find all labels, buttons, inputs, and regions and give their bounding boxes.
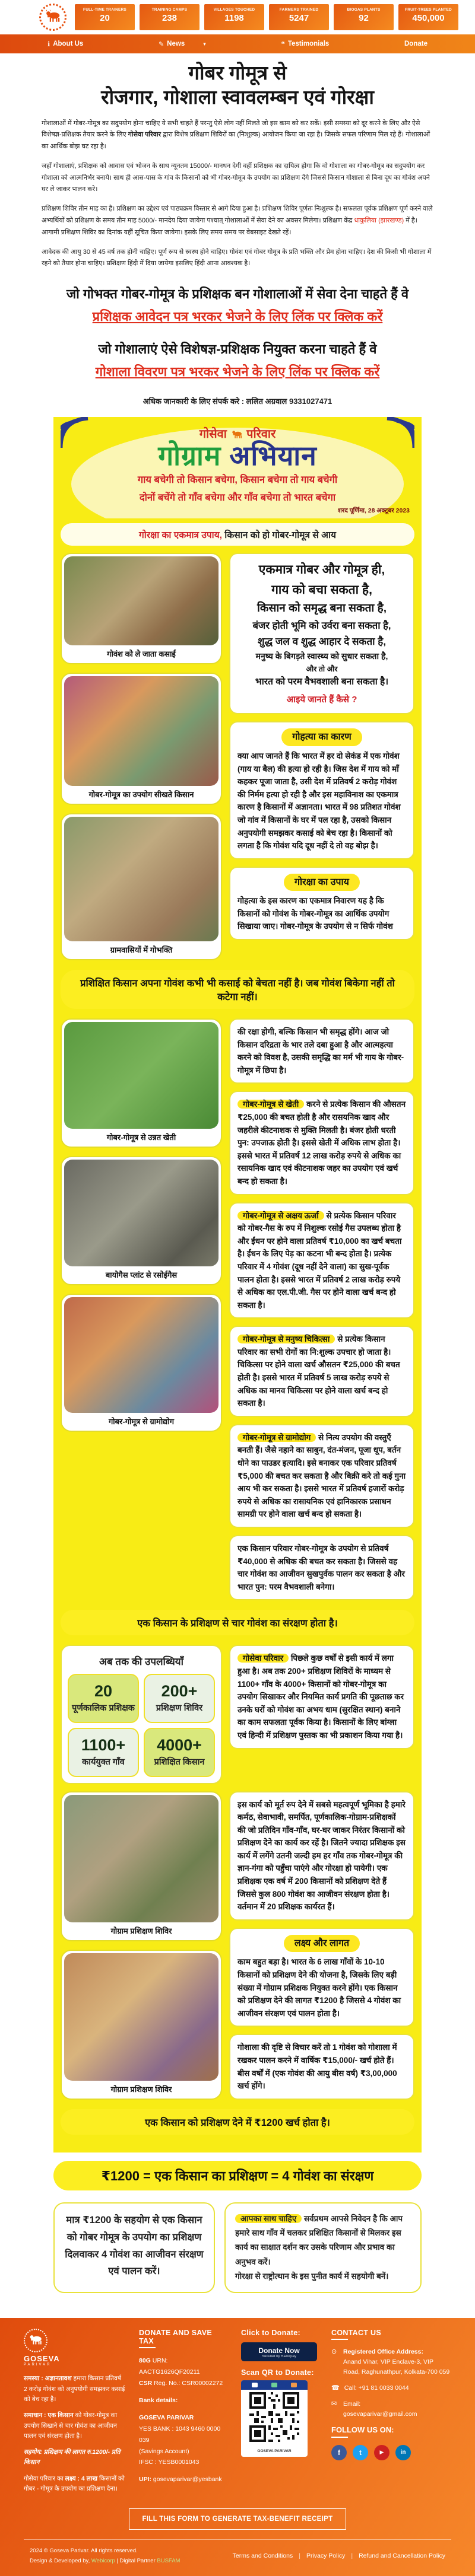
remedy-box: [229, 867, 414, 940]
stat-value: 20: [100, 13, 110, 24]
bold-text: UPI:: [139, 2476, 151, 2483]
heading-underline: [331, 2339, 348, 2340]
bank-details-label: [139, 2395, 228, 2406]
info-icon: ℹ: [48, 40, 50, 48]
achievement-camps: [144, 1674, 215, 1723]
remedy-continued-box: की रक्षा होगी, बल्कि किसान भी समृद्ध होंगे। आज जो किसान दरिद्रता के भार तले दबा हुआ है और आत्महत्या करने को विवश है, उसकी समृद्धि का मर्म भी गाय के गोबर-गोमूत्र में छिपा है।: [229, 1018, 414, 1084]
title-abhiyan: अभियान: [221, 440, 317, 471]
photo-gram-udyog: [64, 1297, 218, 1413]
achievement-value: 1100+: [81, 1736, 126, 1754]
stat-full-time-trainers: [75, 4, 135, 30]
bank-account-name: [139, 2412, 228, 2424]
energy-text: से प्रत्येक किसान परिवार को गोबर-गैस के रुप में निशुल्क रसोई गैस उपलब्ध होता है और ईंधन पर होने वाला प्रतिवर्ष ₹10,000 का खर्च बचता है। ईंधन के लिए पेड़ का कटना भी बन्द होता है। प्रत्येक परिवार में 4 गोवंश (दूध नहीं देने वाला) का सुख-पूर्वक पालन होता है। इससे भारत में प्रतिवर्ष 2 लाख करोड़ रुपये से अधिक का एल.पी.जी. गैस पर होने वाला खर्च बन्द हो सकता है।: [238, 1211, 402, 1310]
gogram-abhiyan-poster: [53, 417, 422, 2152]
credit-text: | Digital Partner: [115, 2558, 157, 2565]
facebook-icon[interactable]: f: [331, 2445, 347, 2460]
gaushala-cta-heading: जो गोशालाएं ऐसे विशेषज्ञ-प्रशिक्षक नियुक्त करना चाहते हैं वे: [98, 342, 377, 357]
email-row: [331, 2399, 451, 2419]
medicine-text: से प्रत्येक किसान परिवार का सभी रोगों का नि:शुल्क उपचार हो जाता है। चिकित्सा पर होने वाला खर्च औसतन ₹25,000 की बचत होती है। इससे भारत में प्रतिवर्ष 5 लाख करोड़ रुपये से अधिक का मानव चिकित्सा पर होने वाला खर्च बन्द हो सकता है।: [238, 1335, 400, 1408]
poster-slogan-band: [61, 523, 414, 546]
follow-us-heading: FOLLOW US ON:: [331, 2425, 394, 2434]
bold-text: GOSEVA PARIVAR: [139, 2413, 194, 2421]
goal-text: काम बहुत बड़ा है। भारत के 6 लाख गाँवों के 10-10 किसानों को प्रशिक्षण देने की योजना है, जिसके लिए बड़ी संख्या में गोग्राम प्रशिक्षक नियुक्त करने होंगे। एक किसान को प्रशिक्षण देने की लागत ₹1200 है जिससे 4 गोवंश का आजीवन संरक्षण एवं पालन होता है।: [238, 1957, 401, 2018]
goseva-logo[interactable]: [39, 4, 66, 31]
intro-section: [0, 53, 475, 406]
nav-news-label: News: [167, 40, 185, 47]
nav-donate[interactable]: [404, 40, 428, 47]
photo-card: [61, 813, 222, 960]
text: हमारा किसान प्रतिवर्ष 2 करोड़ गोवंश को अनुपयोगी समझकर कसाई को बेच रहा है।: [24, 2375, 125, 2403]
join-us-box: [224, 2202, 422, 2293]
achievement-value: 200+: [161, 1682, 198, 1701]
footer-mission-column: [24, 2329, 126, 2500]
photo-caption: बायोगैस प्लांट से रसोईगैस: [105, 1271, 178, 1279]
parivar-tag: गोसेवा परिवार: [238, 1654, 289, 1663]
intro-line: मनुष्य के बिगड़ते स्वास्थ्य को सुधार सकता है,: [255, 651, 388, 661]
industry-tag: गोबर-गोमूत्र से ग्रामोद्योग: [238, 1433, 316, 1442]
email-label: Email:: [343, 2400, 361, 2408]
intro-paragraph-1: [42, 118, 433, 153]
page-title-line2: रोजगार, गोशाला स्वावलम्बन एवं गोरक्षा: [101, 86, 374, 109]
address-label: Registered Office Address:: [343, 2348, 423, 2356]
text: gosevaparivar@yesbank: [151, 2476, 222, 2483]
pay-icon: [291, 2383, 297, 2387]
poster-header: [61, 417, 414, 518]
paragraph-bold: गोसेवा परिवार: [128, 131, 162, 139]
photo-farming: [64, 1022, 218, 1129]
nav-about-us[interactable]: [48, 40, 83, 48]
cause-heading: गोहत्या का कारण: [281, 728, 362, 746]
email-icon: ✉: [331, 2400, 337, 2408]
stat-value: 92: [359, 13, 369, 24]
footer-brand-sub: PARIVAR: [24, 2363, 52, 2367]
stat-value: 1198: [224, 13, 244, 24]
phone-row: [331, 2383, 451, 2394]
bold-text: 80G: [139, 2357, 151, 2365]
industry-box: [229, 1424, 414, 1528]
achievement-trainers: [68, 1674, 139, 1723]
footer-donate-cta-column: [241, 2329, 318, 2500]
achievement-label: पूर्णकालिक प्रशिक्षक: [72, 1703, 135, 1714]
qr-code: [247, 2437, 302, 2447]
gaushala-cost-box: गोशाला की दृष्टि से विचार करें तो 1 गोवंश को गोशाला में रखकर पालन करने में वार्षिक ₹15,000/- खर्च होते हैं। बीस वर्षों में (एक गोवंश की आयु बीस वर्ष) ₹3,00,000 खर्च होंगे।: [229, 2034, 414, 2099]
poster-intro-box: [229, 553, 414, 714]
trainers-box: इस कार्य को मूर्त रुप देने में सबसे महत्वपूर्ण भूमिका है हमारे कर्मठ, सेवाभावी, समर्पित, पूर्णकालिक-गोग्राम-प्रशिक्षकों की जो प्रतिदिन गाँव-गाँव, घर-घर जाकर निरंतर किसानों को प्रशिक्षण देने का कार्य कर रहें है। जितने ज्यादा प्रशिक्षक इस कार्य में लगेंगे उतनी जल्दी हम हर गाँव तक गोबर-गोमूत्र की ज्ञान-गंगा को पहुँचा पाएंगे और गोरक्षा हो पायेगी। एक प्रशिक्षक एक वर्ष में 200 किसानों को प्रशिक्षण देते हैं जिससे कुल 800 गोवंश का आजीवन संरक्षण होता है। वर्तमान में 20 प्रशिक्षक कार्यरत हैं।: [229, 1791, 414, 1921]
cause-box: [229, 721, 414, 859]
photo-cattle-truck: [64, 556, 218, 645]
text: Reg. No.: CSR00002272: [152, 2380, 223, 2387]
achievement-value: 20: [94, 1682, 113, 1701]
achievements-heading: अब तक की उपलब्धियाँ: [99, 1656, 184, 1668]
photo-card: [61, 1156, 222, 1285]
poster-title: [61, 441, 414, 470]
heading-underline: [139, 2347, 156, 2348]
scan-qr-label: Scan QR to Donate:: [241, 2368, 314, 2377]
trainer-application-link[interactable]: प्रशिक्षक आवेदन पत्र भरकर भेजने के लिए लिंक पर क्लिक करें: [92, 309, 383, 324]
photo-biogas-plant: [64, 1160, 218, 1266]
paragraph-text: गोशालाओं में गोबर-गोमूत्र का सदुपयोग होना चाहिए ये सभी चाहते हैं परन्तु ऐसे लोग नहीं मिलते जो इस काम को कर सकें। इसी समस्या को दूर करने के लिए और ऐसे विशेषज्ञ-प्रशिक्षक तैयार करने के लिए: [42, 119, 420, 139]
stat-value: 5247: [289, 13, 309, 24]
location-icon: ⊙: [331, 2348, 337, 2356]
poster-row-4: [61, 1791, 414, 2100]
qr-code-card: [241, 2380, 308, 2457]
parivar-box: [229, 1645, 414, 1749]
photo-card: [61, 553, 222, 664]
nav-news[interactable]: [159, 40, 206, 48]
nav-about-label: About Us: [53, 40, 84, 47]
linkedin-icon[interactable]: in: [395, 2445, 411, 2460]
bold-text: समाधान : एक किसान: [24, 2412, 74, 2419]
stat-value: 238: [162, 13, 178, 24]
upi-apps-strip: [241, 2380, 308, 2390]
copyright-text: 2024 © Goseva Parivar. All rights reserved.: [30, 2548, 138, 2555]
photo-caption: गोबर-गोमूत्र से ग्रामोद्योग: [108, 1417, 175, 1426]
poster-brand: [61, 425, 414, 441]
energy-tag: गोबर-गोमूत्र से अक्षय ऊर्जा: [238, 1211, 324, 1220]
intro-line: एकमात्र गोबर और गोमूत्र ही,: [258, 563, 385, 577]
cow-icon: [44, 9, 62, 26]
medicine-box: [229, 1326, 414, 1417]
news-icon: ✎: [158, 40, 164, 48]
photo-training-camp-1: [64, 1795, 218, 1922]
bold-text: समस्या : अज्ञानतावश: [24, 2375, 72, 2383]
stat-farmers-trained: [269, 4, 329, 30]
photo-caption: गोग्राम प्रशिक्षण शिविर: [110, 1926, 172, 1935]
text: किसानों को गोबर - गोमूत्र के उपयोग का प्रशिक्षण देना।: [24, 2475, 125, 2493]
contact-us-heading: CONTACT US: [331, 2329, 382, 2338]
achievement-farmers: [144, 1728, 215, 1777]
donate-row-80g: [139, 2355, 228, 2378]
achievement-label: प्रशिक्षित किसान: [154, 1757, 205, 1767]
medicine-tag: गोबर-गोमूत्र से मनुष्य चिकित्सा: [238, 1335, 335, 1343]
twitter-icon[interactable]: t: [353, 2445, 368, 2460]
goal-box: [229, 1928, 414, 2027]
donate-now-button[interactable]: [241, 2342, 317, 2361]
one-farmer-four-cattle-banner: एक किसान के प्रशिक्षण से चार गोवंश का संरक्षण होता है।: [61, 1610, 414, 1635]
achievements-box: [61, 1645, 222, 1784]
razorpay-note: Secured by Razorpay: [262, 2355, 296, 2359]
donate-tax-heading: DONATE AND SAVE TAX: [139, 2329, 213, 2346]
photo-farmers-learning: [64, 676, 218, 786]
nav-donate-label: Donate: [404, 40, 428, 47]
credit-text: Design & Developed by,: [30, 2558, 91, 2565]
privacy-link[interactable]: Privacy Policy: [306, 2552, 346, 2560]
remedy-heading: गोरक्षा का उपाय: [284, 874, 360, 891]
site-footer: [0, 2318, 475, 2575]
achievement-villages: [68, 1728, 139, 1777]
donate-now-label: Donate Now: [258, 2346, 300, 2355]
support-box: मात्र ₹1200 के सहयोग से एक किसान को गोबर गोमूत्र के उपयोग का प्रशिक्षण दिलवाकर 4 गोवंश का आजीवन संरक्षण एवं पालन करें।: [53, 2202, 215, 2293]
footer-goal-text: [24, 2474, 126, 2495]
stat-label: FULL-TIME TRAINERS: [83, 8, 126, 12]
cause-text: क्या आप जानते हैं कि भारत में हर दो सेकंड में एक गोवंश (गाय या बैल) की हत्या हो रही है। जिस देश में गाय को माँ कहकर पूजा जाता है, उसी देश में प्रतिवर्ष 2 करोड़ गोवंश की निर्मम हत्या हो रही है और इस महाविनाश का एकमात्र कारण है किसानों में अज्ञानता। भारत में 98 प्रतिशत गोवंश जो गांव में किसानों के घर में पल रहा है, उसको किसान अनुपयोगी समझकर कसाई को बेच रहा है। किसानों को लगता है कि गोवंश यदि दूध नहीं दे तो वह बोझ है।: [238, 751, 401, 851]
equation-banner: ₹1200 = एक किसान का प्रशिक्षण = 4 गोवंश का संरक्षण: [53, 2161, 422, 2190]
intro-line: शुद्ध जल व शुद्ध आहार दे सकता है,: [257, 635, 387, 647]
photo-caption: ग्रामवासियों में गोभक्ति: [110, 945, 173, 954]
address-row: [331, 2347, 451, 2377]
cow-icon: [28, 2333, 43, 2348]
bank-ifsc: IFSC : YESB0001043: [139, 2459, 200, 2466]
gaushala-details-link[interactable]: गोशाला विवरण पत्र भरकर भेजने के लिए लिंक पर क्लिक करें: [95, 364, 380, 379]
poster-row-3: [61, 1645, 414, 1784]
address-text: Anand Vihar, VIP Enclave-3, VIP Road, Raghunathpur, Kolkata-700 059: [343, 2358, 450, 2376]
stat-villages-touched: [204, 4, 264, 30]
intro-line: किसान को समृद्ध बना सकता है,: [257, 602, 387, 615]
nav-testimonials[interactable]: [281, 40, 329, 48]
savings-box: एक किसान परिवार गोबर-गोमूत्र के उपयोग से प्रतिवर्ष ₹40,000 से अधिक की बचत कर सकता है। जिससे वह चार गोवंश का आजीवन सुखपुर्वक पालन कर सकता है और भारत पुन: परम वैभवशाली बनेगा।: [229, 1535, 414, 1600]
industry-text: से नित्य उपयोग की वस्तुएँ बनती हैं। जैसे नहाने का साबुन, दंत-मंजन, पूजा धूप, बर्तन धोने का पाउडर इत्यादि। इसे बनाकर एक परिवार प्रतिवर्ष ₹5,000 की बचत कर सकता है और बिक्री करे तो कई गुना आय भी कर सकता है। इससे भारत में प्रतिवर्ष हजारों करोड़ रुपये से अधिक का रासायनिक एवं हानिकारक प्रसाधन सामग्री पर होने वाला खर्च बन्द हो सकता है।: [238, 1432, 406, 1519]
donate-row-csr: [139, 2378, 228, 2389]
tax-receipt-form-button[interactable]: FILL THIS FORM TO GENERATE TAX-BENEFIT RECEIPT: [129, 2508, 347, 2530]
contact-info-line: अधिक जानकारी के लिए संपर्क करे : ललित अग्रवाल 9331027471: [142, 396, 332, 406]
refund-link[interactable]: Refund and Cancellation Policy: [359, 2552, 445, 2560]
text: गोसेवा परिवार का: [24, 2475, 65, 2482]
join-us-text: सर्वप्रथम आपसे निवेदन है कि आप हमारे साथ गाँव में चलकर प्रशिक्षित किसानों से मिलकर इस कार्य का साक्षात दर्शन कर उसके परिणाम और प्रभाव का अनुभव करें।: [235, 2214, 403, 2266]
chevron-down-icon[interactable]: ▾: [203, 40, 206, 47]
footer-logo[interactable]: [24, 2329, 126, 2367]
achievement-label: कार्ययुक्त गाँव: [82, 1757, 125, 1767]
photo-village-devotion: [64, 817, 218, 941]
farming-text: करने से प्रत्येक किसान की औसतन ₹25,000 की बचत होती है और रासयनिक खाद और जहरीले कीटनाशक से मुक्ति मिलती है। बंजर होती धरती पुन: उपजाऊ होती है। इससे खेती में अधिक लाभ होता है। इससे भारत में प्रतिवर्ष 12 लाख करोड़ रुपये से अधिक का रसायनिक खाद एवं कीटनाशक जहर का उपयोग एवं खर्च बन्द हो सकता है।: [238, 1100, 406, 1186]
bank-account-type: (Savings Account): [139, 2447, 189, 2455]
youtube-icon[interactable]: ▶: [374, 2445, 390, 2460]
trained-farmer-banner: प्रशिक्षित किसान अपना गोवंश कभी भी कसाई को बेचता नहीं है। जब गोवंश बिकेगा नहीं तो कटेगा नहीं।: [61, 970, 414, 1009]
photo-caption: गोबर-गोमूत्र से उन्नत खेती: [106, 1133, 176, 1142]
phone-number[interactable]: Call: +91 81 0033 0044: [344, 2384, 409, 2392]
energy-box: [229, 1202, 414, 1319]
parivar-text: पिछले कुछ वर्षों से इसी कार्य में लगा हुआ है। अब तक 200+ प्रशिक्षण शिविरों के माध्यम से 1100+ गाँव के 4000+ किसानों को गोबर-गोमूत्र का उपयोग सिखाकर और नियमित कार्य प्रगति की पूछताछ कर उनके घरों को गोवंश का अभय धाम (सुरक्षित स्थान) बनाने का काम सफलता पूर्वक किया है। किसानों के लिए बांग्ला एवं हिन्दी में प्रशिक्षण पुस्तक का भी प्रकाशन किया गया है।: [238, 1654, 404, 1740]
photo-training-camp-2: [64, 1953, 218, 2081]
equation-section: [53, 2161, 422, 2308]
title-gogram: गोग्राम: [158, 440, 221, 471]
quote-icon: ❝: [281, 40, 285, 48]
join-us-text-2: गोरक्षा से राष्ट्रोत्थान के इस पुनीत कार्य में सहयोगी बनें।: [235, 2271, 389, 2281]
slogan-black: किसान को हो गोबर-गोमूत्र से आय: [222, 530, 336, 540]
footer-problem-text: [24, 2374, 126, 2405]
footer-solution-text: [24, 2411, 126, 2441]
photo-caption: गोबर-गोमूत्र का उपयोग सीखते किसान: [88, 790, 194, 799]
photo-card: [61, 1791, 222, 1941]
stat-label: BIOGAS PLANTS: [347, 8, 381, 12]
bold-text: लक्ष्य : 4 लाख: [65, 2475, 98, 2482]
achievement-value: 4000+: [157, 1736, 202, 1754]
poster-row-2: [61, 1018, 414, 1600]
photo-caption: गोग्राम प्रशिक्षण शिविर: [110, 2084, 172, 2094]
photo-card: [61, 1950, 222, 2100]
intro-line: गाय को बचा सकता है,: [271, 582, 372, 597]
main-navbar: [0, 34, 475, 53]
photo-card: [61, 1294, 222, 1432]
stat-label: FRUIT-TREES PLANTED: [405, 8, 452, 12]
text: URN: AACTG1626QF20211: [139, 2357, 200, 2376]
qr-caption: GOSEVA PARIVAR: [257, 2449, 292, 2454]
farming-tag: गोबर-गोमूत्र से खेती: [238, 1100, 304, 1109]
poster-date: शरद पूर्णिमा, 28 अक्टूबर 2023: [337, 507, 410, 514]
footer-support-text: सहयोग: प्रशिक्षण की लागत रु.1200/- प्रति किसान: [24, 2448, 121, 2466]
stat-label: TRAINING CAMPS: [151, 8, 188, 12]
intro-line: भारत को परम वैभवशाली बना सकता है।: [255, 676, 389, 687]
stat-label: FARMERS TRAINED: [279, 8, 319, 12]
bank-account-number: YES BANK : 1043 9460 0000 039: [139, 2425, 221, 2444]
slogan-red: गोरक्षा का एकमात्र उपाय,: [139, 530, 222, 540]
trainer-cta-heading: जो गोभक्त गोबर-गोमूत्र के प्रशिक्षक बन गोशालाओं में सेवा देना चाहते हैं वे: [66, 286, 409, 302]
intro-line: और तो और: [306, 664, 338, 673]
poster-tagline-1: गाय बचेगी तो किसान बचेगा, किसान बचेगा तो गाय बचेगी: [137, 475, 338, 486]
poster-tagline-2: दोनों बचेंगे तो गाँव बचेगा और गाँव बचेगा तो भारत बचेगा: [139, 492, 336, 504]
upi-id: [139, 2474, 228, 2485]
poster-row-1: [61, 553, 414, 960]
brand-left: गोसेवा: [199, 427, 227, 441]
paragraph-text: प्रशिक्षण शिविर तीन माह का है। प्रशिक्षण का उद्देश्य एवं पाठ्यक्रम विस्तार से आगे दिया हुआ है। प्रशिक्षण शिविर पूर्णतः निःशुल्क है। सफलता पूर्वक प्रशिक्षण पूर्ण करने वाले अभ्यर्थियों को प्रशिक्षण के समय तीन माह 5000/- मानदेय दिया जायेगा पश्चात् गोशालाओं में सेवा देने का अवसर मिलेगा। प्रशिक्षण केंद्र: [42, 205, 433, 225]
stats-header: [0, 0, 475, 34]
farming-box: [229, 1091, 414, 1195]
paragraph-text: में है। आगामी प्रशिक्षण शिविर का दिनांक यहीं सूचित किया जायेगा। इसके लिए समय समय पर वेबसाइट देखते रहें।: [42, 217, 417, 236]
stat-value: 450,000: [412, 13, 445, 24]
footer-contact-column: [331, 2329, 451, 2500]
busfam-link[interactable]: BUSFAM: [157, 2558, 180, 2565]
brand-right: परिवार: [246, 427, 276, 441]
upi-icon: [271, 2383, 277, 2387]
training-cost-banner: एक किसान को प्रशिक्षण देने में ₹1200 खर्च होता है।: [61, 2109, 414, 2135]
stat-fruit-trees-planted: [398, 4, 458, 30]
footer-brand-name: GOSEVA: [24, 2354, 60, 2364]
photo-card: [61, 1018, 222, 1148]
bold-text: CSR: [139, 2380, 153, 2387]
terms-link[interactable]: Terms and Conditions: [232, 2552, 293, 2560]
nav-testimonials-label: Testimonials: [287, 40, 330, 47]
training-center-highlight: धाकुलिया (झारखण्ड): [354, 217, 404, 225]
text: को गोबर-गोमूत्र का उपयोग सिखाने से चार गोवंश का आजीवन पालन एवं संरक्षण होता है।: [24, 2412, 118, 2440]
stat-biogas-plants: [334, 4, 394, 30]
bold-text: Bank details:: [139, 2396, 178, 2404]
page-title-line1: गोबर गोमूत्र से: [188, 62, 287, 84]
phone-icon: ☎: [331, 2384, 340, 2392]
email-address[interactable]: gosevaparivar@gmail.com: [343, 2411, 417, 2418]
footer-bottom-bar: [24, 2539, 451, 2569]
achievement-label: प्रशिक्षण शिविर: [156, 1703, 203, 1714]
webicorp-link[interactable]: Webicorp: [91, 2558, 115, 2565]
intro-paragraph-4: आवेदक की आयु 30 से 45 वर्ष तक होनी चाहिए। पूर्ण रूप से स्वस्थ होने चाहिए। गोवंश एवं गोबर गोमूत्र के प्रति भक्ति और प्रेम होना चाहिए। देश की किसी भी गोशाला में रहने को तैयार होना चाहिए। प्रशिक्षण हिंदी में दिया जायेगा इसलिए हिंदी आना आवश्यक है।: [42, 248, 432, 268]
footer-donate-column: [139, 2329, 228, 2500]
goal-heading: लक्ष्य और लागत: [284, 1935, 360, 1953]
intro-question: आइये जानते हैं कैसे ?: [286, 695, 357, 705]
stat-training-camps: [140, 4, 200, 30]
divider: |: [351, 2552, 353, 2560]
photo-caption: गोवंश को ले जाता कसाई: [107, 649, 176, 658]
intro-line: बंजर होती भूमि को उर्वरा बना सकता है,: [252, 620, 391, 631]
paragraph-text: द्वारा विशेष प्रशिक्षण शिविरों का (निःशुल्क) आयोजन किया जा रहा है। जिसके सफल परिणाम मिल रहे हैं। गोशालाओं का आर्थिक बोझ घट रहा है।: [42, 131, 430, 151]
heading-underline: [331, 2437, 348, 2438]
cow-icon: [230, 429, 243, 438]
photo-card: [61, 673, 222, 805]
intro-paragraph-3: [42, 203, 433, 238]
bhim-icon: [252, 2383, 258, 2387]
intro-paragraph-2: जहाँ गोशालाएं, प्रशिक्षक को आवास एवं भोजन के साथ न्यूनतम 15000/- मानधन देगी वहीं प्रशिक्षक का दायित्व होगा कि वो गोशाला का गोबर-गोमूत्र का सदुपयोग कर गोशाला को आत्मनिर्भर बनाये। साथ ही आस-पास के गांव के किसानों को भी गोबर-गोमूत्र के उपयोग का प्रशिक्षण देंगे जिससे किसान गोशाला से बिना दूध का गोवंश अपने घर ले जाकर पालन करे।: [42, 162, 430, 193]
join-us-tag: आपका साथ चाहिए: [235, 2214, 302, 2223]
copyright-block: [30, 2546, 180, 2566]
remedy-text: गोहत्या के इस कारण का एकमात्र निवारण यह है कि किसानों को गोवंश के गोबर-गोमूत्र का आर्थिक उपयोग सिखाया जाए। गोबर-गोमूत्र के उपयोग से न सिर्फ गोवंश: [238, 896, 393, 931]
stat-label: VILLAGES TOUCHED: [213, 8, 255, 12]
click-to-donate-label: Click to Donate:: [241, 2329, 300, 2338]
legal-links: [233, 2552, 445, 2559]
divider: |: [299, 2552, 300, 2560]
